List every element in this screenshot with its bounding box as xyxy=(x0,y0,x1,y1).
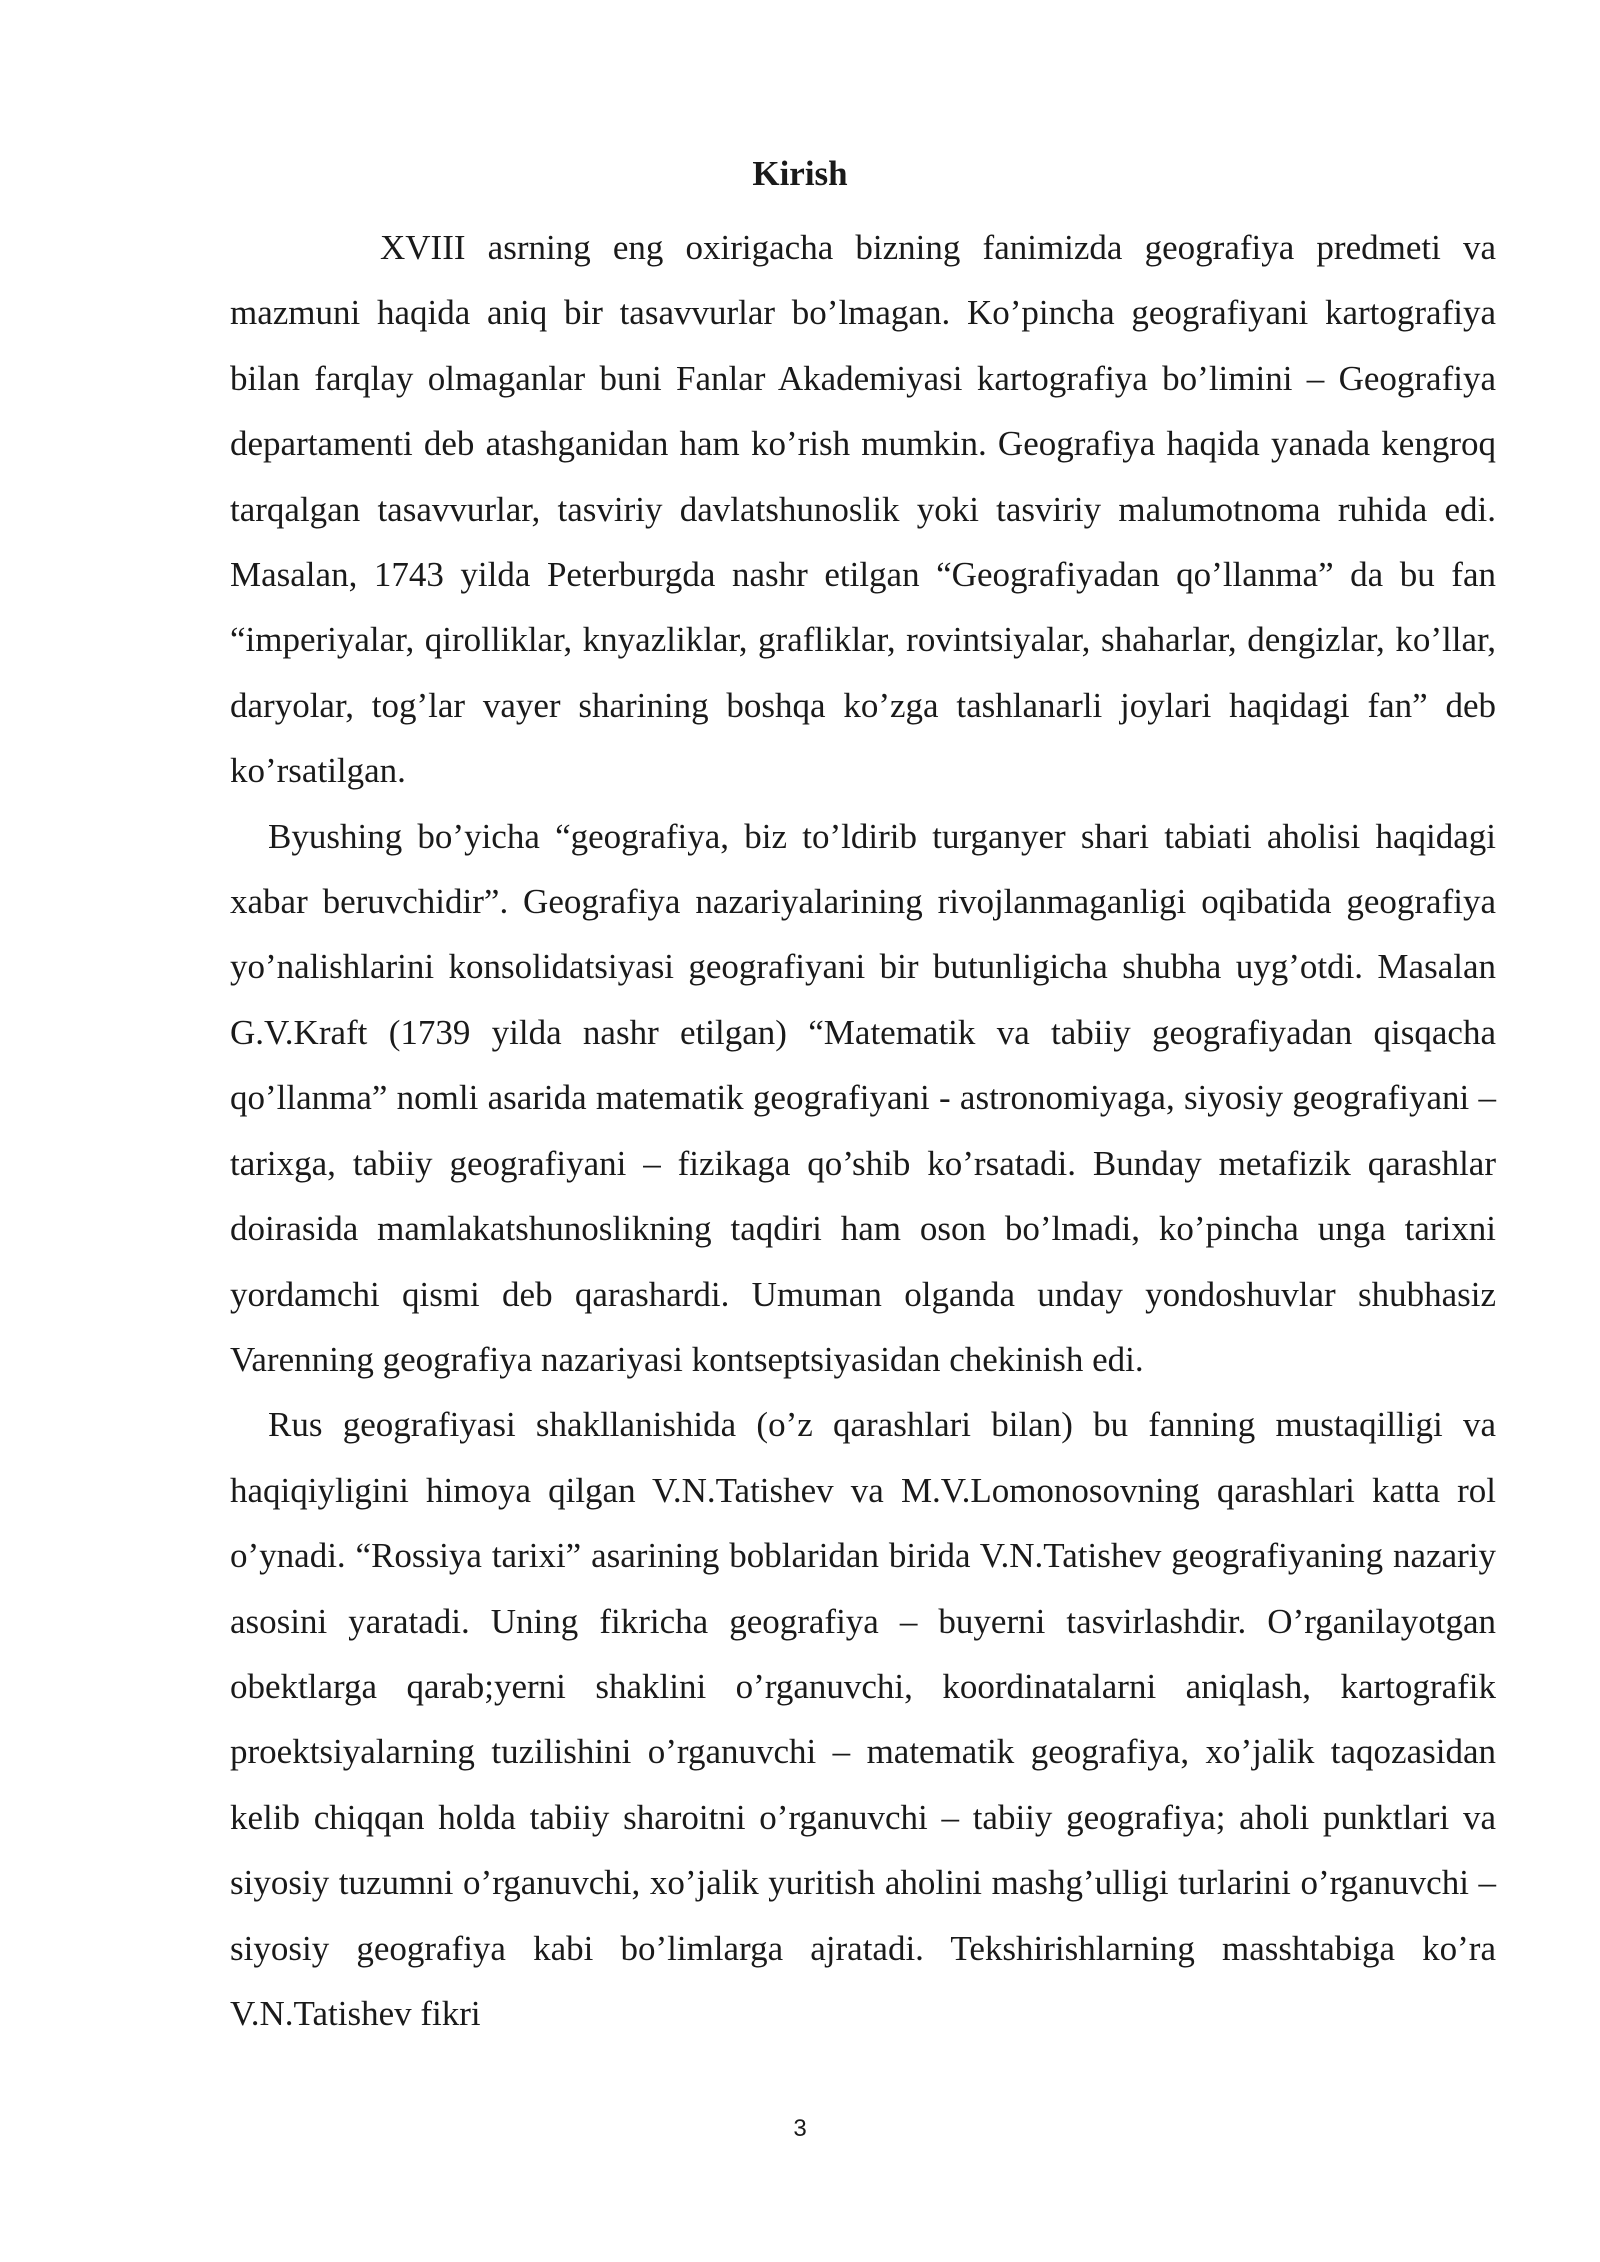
document-body xyxy=(230,215,1496,2046)
paragraph: Rus geografiyasi shakllanishida (o’z qarashlari bilan) bu fanning mustaqilligi va haqiqiyligini himoya qilgan V.N.Tatishev va M.V.Lomonosovning qarashlari katta rol o’ynadi. “Rossiya tarixi” asarining boblaridan birida V.N.Tatishev geografiyaning nazariy asosini yaratadi. Uning fikricha geografiya – buyerni tasvirlashdir. O’rganilayotgan obektlarga qarab;yerni shaklini o’rganuvchi, koordinatalarni aniqlash, kartografik proektsiyalarning tuzilishini o’rganuvchi – matematik geografiya, xo’jalik taqozasidan kelib chiqqan holda tabiiy sharoitni o’rganuvchi – tabiiy geografiya; aholi punktlari va siyosiy tuzumni o’rganuvchi, xo’jalik yuritish aholini mashg’ulligi turlarini o’rganuvchi – siyosiy geografiya kabi bo’limlarga ajratadi. Tekshirishlarning masshtabiga ko’ra V.N.Tatishev fikri xyxy=(230,1405,1496,2033)
paragraph: XVIII asrning eng oxirigacha bizning fanimizda geografiya predmeti va mazmuni haqida aniq bir tasavvurlar bo’lmagan. Ko’pincha geografiyani kartografiya bilan farqlay olmaganlar buni Fanlar Akademiyasi kartografiya bo’limini – Geografiya departamenti deb atashganidan ham ko’rish mumkin. Geografiya haqida yanada kengroq tarqalgan tasavvurlar, tasviriy davlatshunoslik yoki tasviriy malumotnoma ruhida edi. Masalan, 1743 yilda Peterburgda nashr etilgan “Geografiyadan qo’llanma” da bu fan “imperiyalar, qirolliklar, knyazliklar, grafliklar, rovintsiyalar, shaharlar, dengizlar, ko’llar, daryolar, tog’lar vayer sharining boshqa ko’zga tashlanarli joylari haqidagi fan” deb ko’rsatilgan. xyxy=(230,228,1496,791)
page-number: 3 xyxy=(793,2115,807,2142)
paragraph: Byushing bo’yicha “geografiya, biz to’ldirib turganyer shari tabiati aholisi haqidagi xabar beruvchidir”. Geografiya nazariyalarining rivojlanmaganligi oqibatida geografiya yo’nalishlarini konsolidatsiyasi geografiyani bir butunligicha shubha uyg’otdi. Masalan G.V.Kraft (1739 yilda nashr etilgan) “Matematik va tabiiy geografiyadan qisqacha qo’llanma” nomli asarida matematik geografiyani - astronomiyaga, siyosiy geografiyani – tarixga, tabiiy geografiyani – fizikaga qo’shib ko’rsatadi. Bunday metafizik qarashlar doirasida mamlakatshunoslikning taqdiri ham oson bo’lmadi, ko’pincha unga tarixni yordamchi qismi deb qarashardi. Umuman olganda unday yondoshuvlar shubhasiz Varenning geografiya nazariyasi kontseptsiyasidan chekinish edi. xyxy=(230,816,1496,1379)
page-title: Kirish xyxy=(752,154,848,193)
